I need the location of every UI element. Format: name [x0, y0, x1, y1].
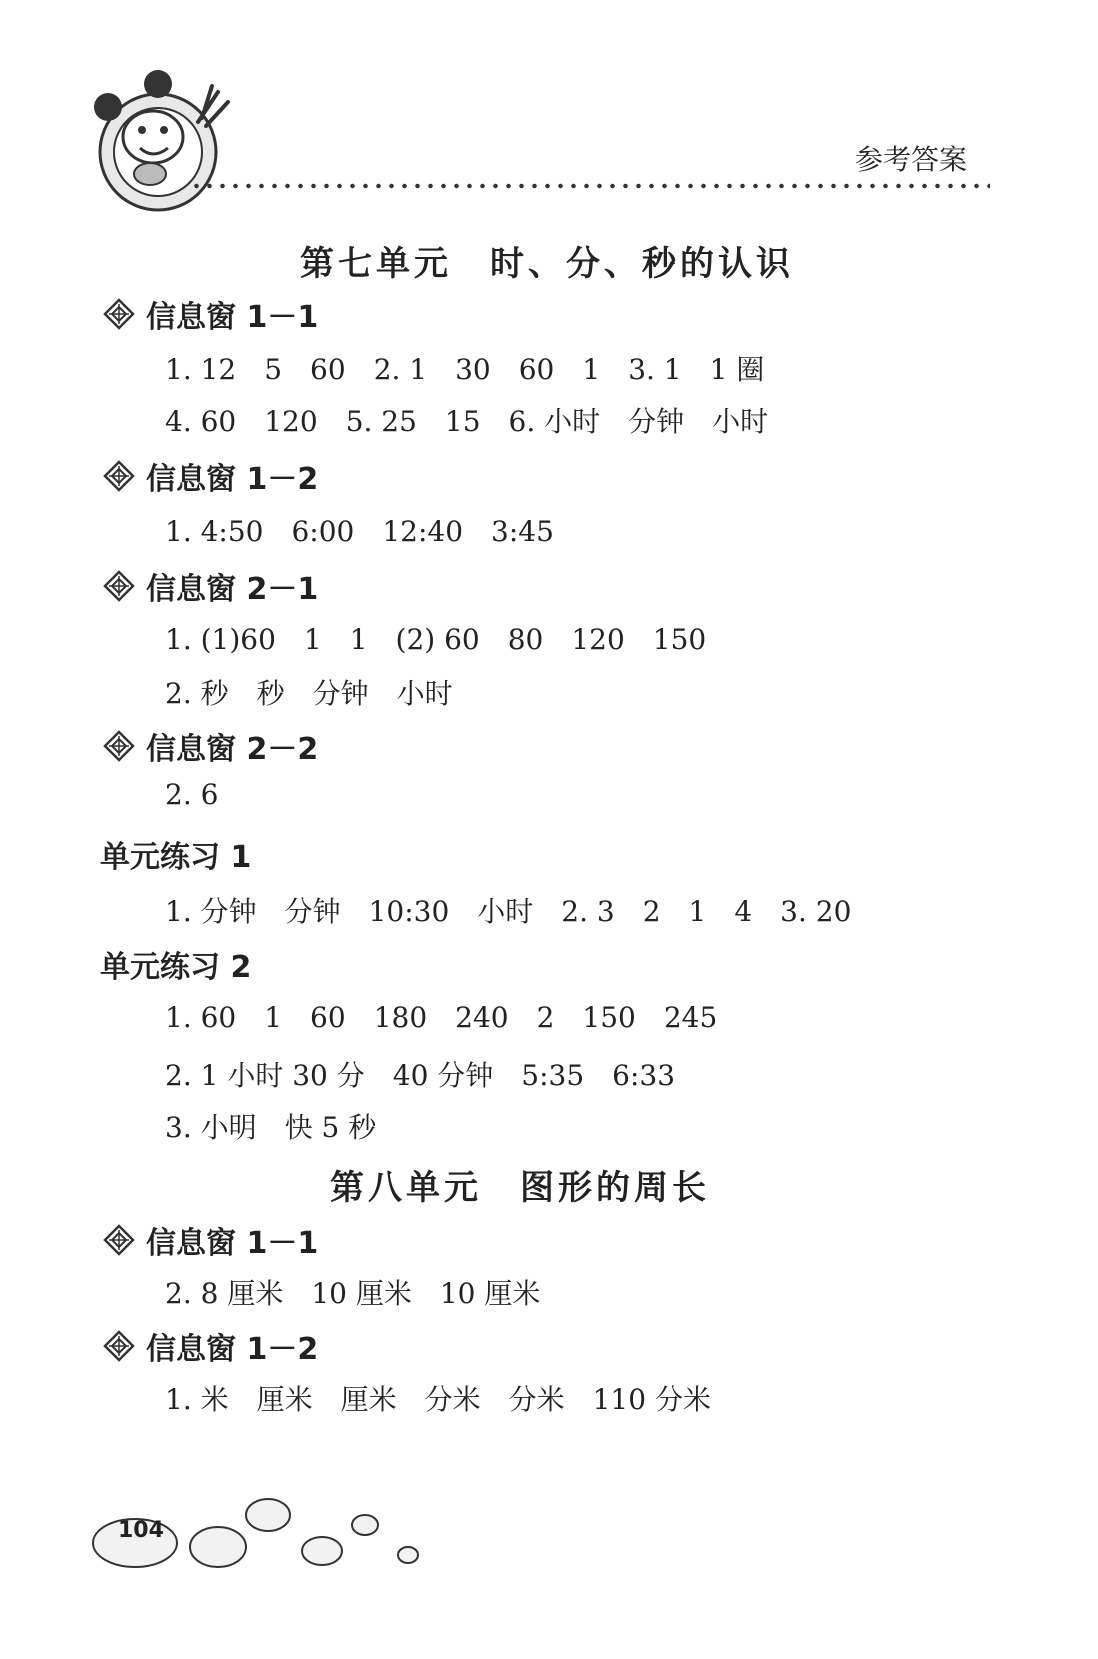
answer-line: 1. 分钟 分钟 10:30 小时 2. 3 2 1 4 3. 20 — [165, 895, 852, 928]
answer-line: 2. 秒 秒 分钟 小时 — [165, 677, 453, 710]
header-label: 参考答案 — [855, 143, 968, 176]
section-heading — [102, 454, 318, 498]
diamond-bullet-icon — [102, 729, 136, 763]
section-heading-text: 信息窗 1－1 — [146, 300, 319, 335]
answer-line: 4. 60 120 5. 25 15 6. 小时 分钟 小时 — [165, 405, 769, 438]
unit7-title: 第七单元 时、分、秒的认识 — [300, 244, 794, 284]
section-heading-text: 信息窗 2－1 — [146, 572, 319, 607]
diamond-bullet-icon — [102, 1223, 136, 1257]
section-heading — [102, 292, 318, 336]
diamond-bullet-icon — [102, 297, 136, 331]
section-heading — [102, 564, 318, 608]
answer-line: 1. 米 厘米 厘米 分米 分米 110 分米 — [165, 1383, 711, 1416]
answer-line: 2. 1 小时 30 分 40 分钟 5:35 6:33 — [165, 1059, 676, 1092]
tiger-mascot-logo — [78, 62, 238, 212]
section-heading-text: 信息窗 1－2 — [146, 1332, 319, 1367]
section-heading — [102, 1324, 318, 1368]
diamond-bullet-icon — [102, 1329, 136, 1363]
header-dotted-divider — [190, 183, 990, 189]
practice-heading: 单元练习 2 — [100, 950, 252, 985]
section-heading — [102, 1218, 318, 1262]
answer-line: 1. (1)60 1 1 (2) 60 80 120 150 — [165, 623, 707, 656]
section-heading-text: 信息窗 1－2 — [146, 462, 319, 497]
section-heading-text: 信息窗 1－1 — [146, 1226, 319, 1261]
unit8-title: 第八单元 图形的周长 — [330, 1168, 710, 1208]
diamond-bullet-icon — [102, 569, 136, 603]
diamond-bullet-icon — [102, 459, 136, 493]
answer-line: 2. 6 — [165, 778, 219, 811]
answer-line: 2. 8 厘米 10 厘米 10 厘米 — [165, 1277, 541, 1310]
page-number: 104 — [118, 1518, 164, 1543]
section-heading — [102, 724, 318, 768]
practice-heading: 单元练习 1 — [100, 840, 252, 875]
answer-line: 1. 4:50 6:00 12:40 3:45 — [165, 515, 554, 548]
answer-line: 3. 小明 快 5 秒 — [165, 1111, 377, 1144]
section-heading-text: 信息窗 2－2 — [146, 732, 319, 767]
answer-line: 1. 60 1 60 180 240 2 150 245 — [165, 1001, 718, 1034]
answer-line: 1. 12 5 60 2. 1 30 60 1 3. 1 1 圈 — [165, 353, 765, 386]
